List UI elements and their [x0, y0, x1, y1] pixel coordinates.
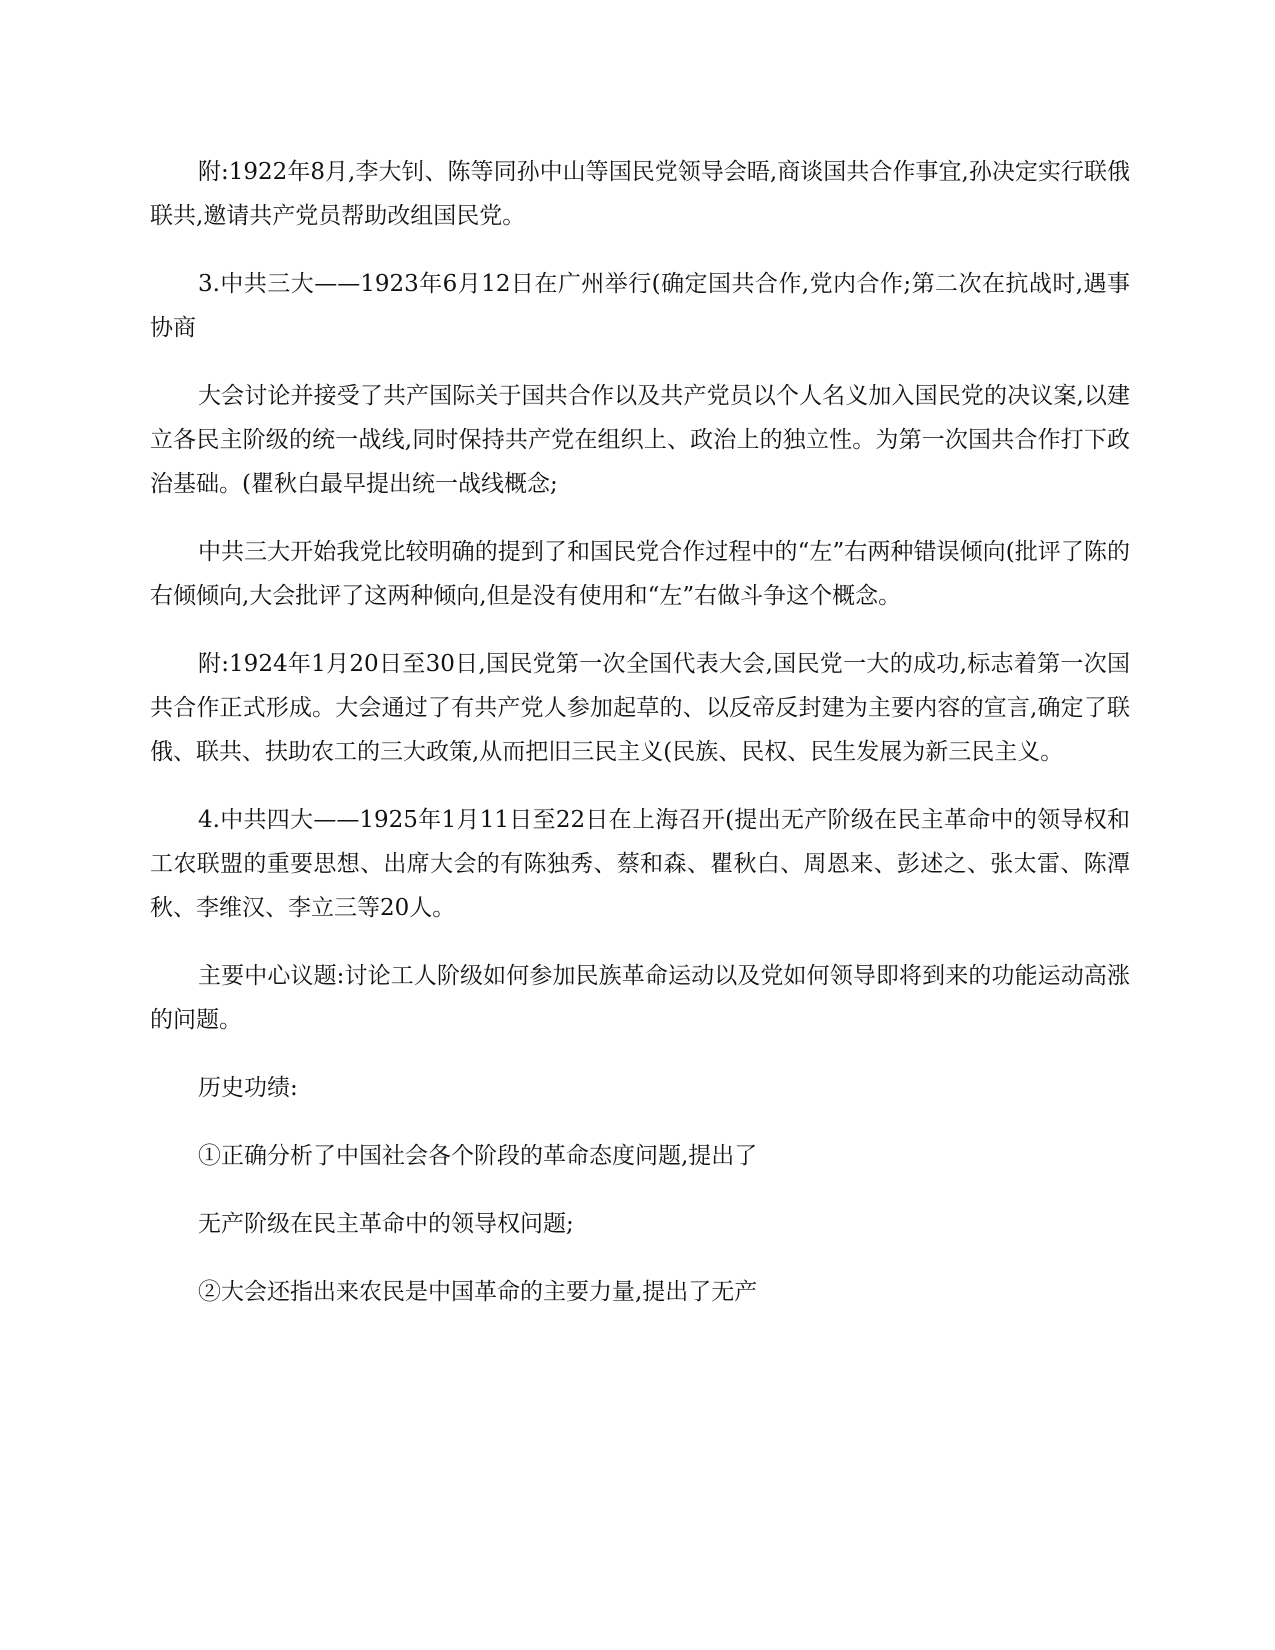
paragraph-fourth-congress: 4.中共四大——1925年1月11日至22日在上海召开(提出无产阶级在民主革命中的领导权和工农联盟的重要思想、出席大会的有陈独秀、蔡和森、瞿秋白、周恩来、彭述之、张太雷、陈潭秋、李维汉、李立三等20人。 [150, 807, 1130, 921]
paragraph-main-agenda: 主要中心议题:讨论工人阶级如何参加民族革命运动以及党如何领导即将到来的功能运动高涨的问题。 [150, 963, 1130, 1033]
paragraph-appendix-1922: 附:1922年8月,李大钊、陈等同孙中山等国民党领导会晤,商谈国共合作事宜,孙决定实行联俄联共,邀请共产党员帮助改组国民党。 [150, 159, 1130, 229]
document-body [150, 150, 1130, 1338]
paragraph-third-congress: 3.中共三大——1923年6月12日在广州举行(确定国共合作,党内合作;第二次在抗战时,遇事协商 [150, 271, 1130, 341]
paragraph-achievement-2: ②大会还指出来农民是中国革命的主要力量,提出了无产 [198, 1279, 758, 1305]
paragraph-historical-achievements: 历史功绩: [198, 1075, 298, 1101]
paragraph-leadership-question: 无产阶级在民主革命中的领导权问题; [198, 1211, 574, 1237]
paragraph-appendix-1924: 附:1924年1月20日至30日,国民党第一次全国代表大会,国民党一大的成功,标志着第一次国共合作正式形成。大会通过了有共产党人参加起草的、以反帝反封建为主要内容的宣言,确定了联俄、联共、扶助农工的三大政策,从而把旧三民主义(民族、民权、民生发展为新三民主义。 [150, 651, 1130, 765]
paragraph-achievement-1: ①正确分析了中国社会各个阶段的革命态度问题,提出了 [198, 1143, 758, 1169]
paragraph-congress-discussion: 大会讨论并接受了共产国际关于国共合作以及共产党员以个人名义加入国民党的决议案,以建立各民主阶级的统一战线,同时保持共产党在组织上、政治上的独立性。为第一次国共合作打下政治基础。(瞿秋白最早提出统一战线概念; [150, 383, 1130, 497]
paragraph-left-right-tendencies: 中共三大开始我党比较明确的提到了和国民党合作过程中的“左”右两种错误倾向(批评了陈的右倾倾向,大会批评了这两种倾向,但是没有使用和“左”右做斗争这个概念。 [150, 539, 1130, 609]
